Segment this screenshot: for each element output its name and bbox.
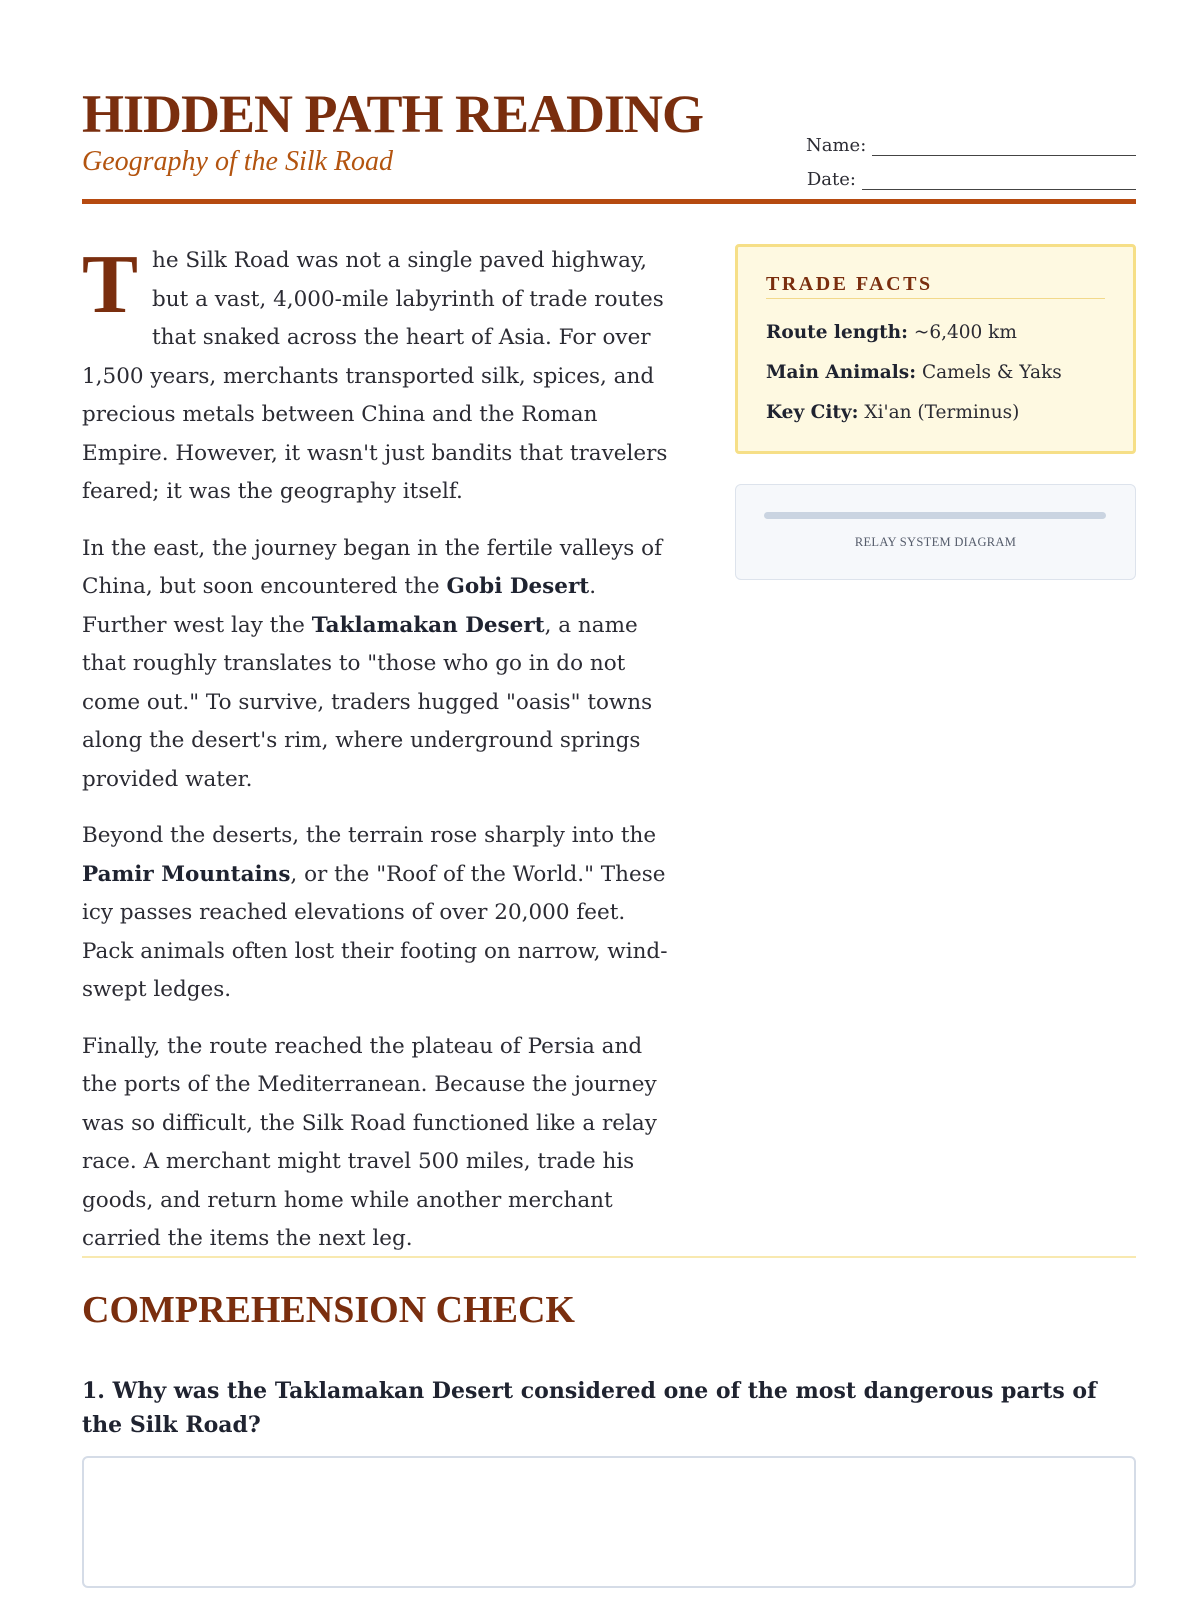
fact-value: Camels & Yaks: [921, 362, 1062, 383]
diagram-caption: RELAY SYSTEM DIAGRAM: [854, 535, 1017, 549]
diagram-bar: [764, 512, 1106, 519]
term-gobi-desert: Gobi Desert: [446, 574, 590, 599]
comprehension-title: COMPREHENSION CHECK: [82, 1289, 575, 1331]
paragraph-2: [82, 530, 682, 800]
page-title: HIDDEN PATH READING: [82, 84, 704, 144]
name-line[interactable]: [872, 137, 1136, 156]
paragraph-3-text-a: Beyond the deserts, the terrain rose sharply into the: [82, 823, 657, 848]
term-taklamakan-desert: Taklamakan Desert: [311, 612, 545, 638]
fact-route-length: [766, 313, 1105, 353]
paragraph-2-text-e: , a name that roughly translates to "those who go in do not come out." To survive, traders hugged "oasis" towns along the desert's rim, where underground springs provided water.: [82, 612, 653, 792]
answer-box-1[interactable]: [82, 1456, 1136, 1588]
paragraph-1-text: he Silk Road was not a single paved highway, but a vast, 4,000-mile labyrinth of trade routes that snaked across the heart of Asia. For over 1,500 years, merchants transported silk, spices, and precious metals between China and the Roman Empire. However, it wasn't just bandits that travelers feared; it was the geography itself.: [82, 248, 668, 504]
relay-diagram-placeholder: [735, 484, 1136, 580]
fact-key-city: [766, 393, 1105, 433]
question-1: 1. Why was the Taklamakan Desert considered one of the most dangerous parts of the Silk Road?: [82, 1378, 1097, 1438]
name-label: Name:: [806, 135, 867, 156]
date-line[interactable]: [862, 171, 1136, 190]
paragraph-3: [82, 817, 682, 1010]
page-subtitle: Geography of the Silk Road: [82, 146, 394, 177]
section-divider: [82, 1256, 1136, 1258]
worksheet-header: [82, 82, 1136, 204]
trade-facts-heading: TRADE FACTS: [766, 273, 1105, 299]
term-pamir-mountains: Pamir Mountains: [82, 861, 291, 887]
paragraph-2-text-a: In the east, the journey began in the fertile valleys of China, but soon encountered the: [82, 535, 663, 599]
fact-value: ~6,400 km: [913, 322, 1017, 343]
fact-label: Key City:: [766, 402, 859, 423]
fact-label: Main Animals:: [766, 362, 917, 383]
date-label: Date:: [806, 169, 856, 190]
trade-facts-box: [735, 244, 1136, 454]
date-field[interactable]: [806, 156, 1136, 190]
paragraph-2-text-c: . Further west lay the: [82, 574, 597, 638]
reading-passage: [82, 238, 682, 1277]
paragraph-4: Finally, the route reached the plateau of Persia and the ports of the Mediterranean. Because the journey was so difficult, the Silk Road functioned like a relay race. A merchant might travel 500 miles, trade his goods, and return home while another merchant carried the items the next leg.: [82, 1033, 657, 1251]
fact-label: Route length:: [766, 322, 908, 343]
name-field[interactable]: [806, 122, 1136, 156]
fact-value: Xi'an (Terminus): [864, 402, 1020, 423]
fact-main-animals: [766, 353, 1105, 393]
paragraph-3-text-c: , or the "Roof of the World." These icy passes reached elevations of over 20,000 feet. Pack animals often lost their footing on narrow, wind-swept ledges.: [82, 861, 668, 1002]
drop-cap: T: [82, 238, 139, 331]
student-fields: [806, 122, 1136, 190]
paragraph-1: [82, 238, 682, 512]
